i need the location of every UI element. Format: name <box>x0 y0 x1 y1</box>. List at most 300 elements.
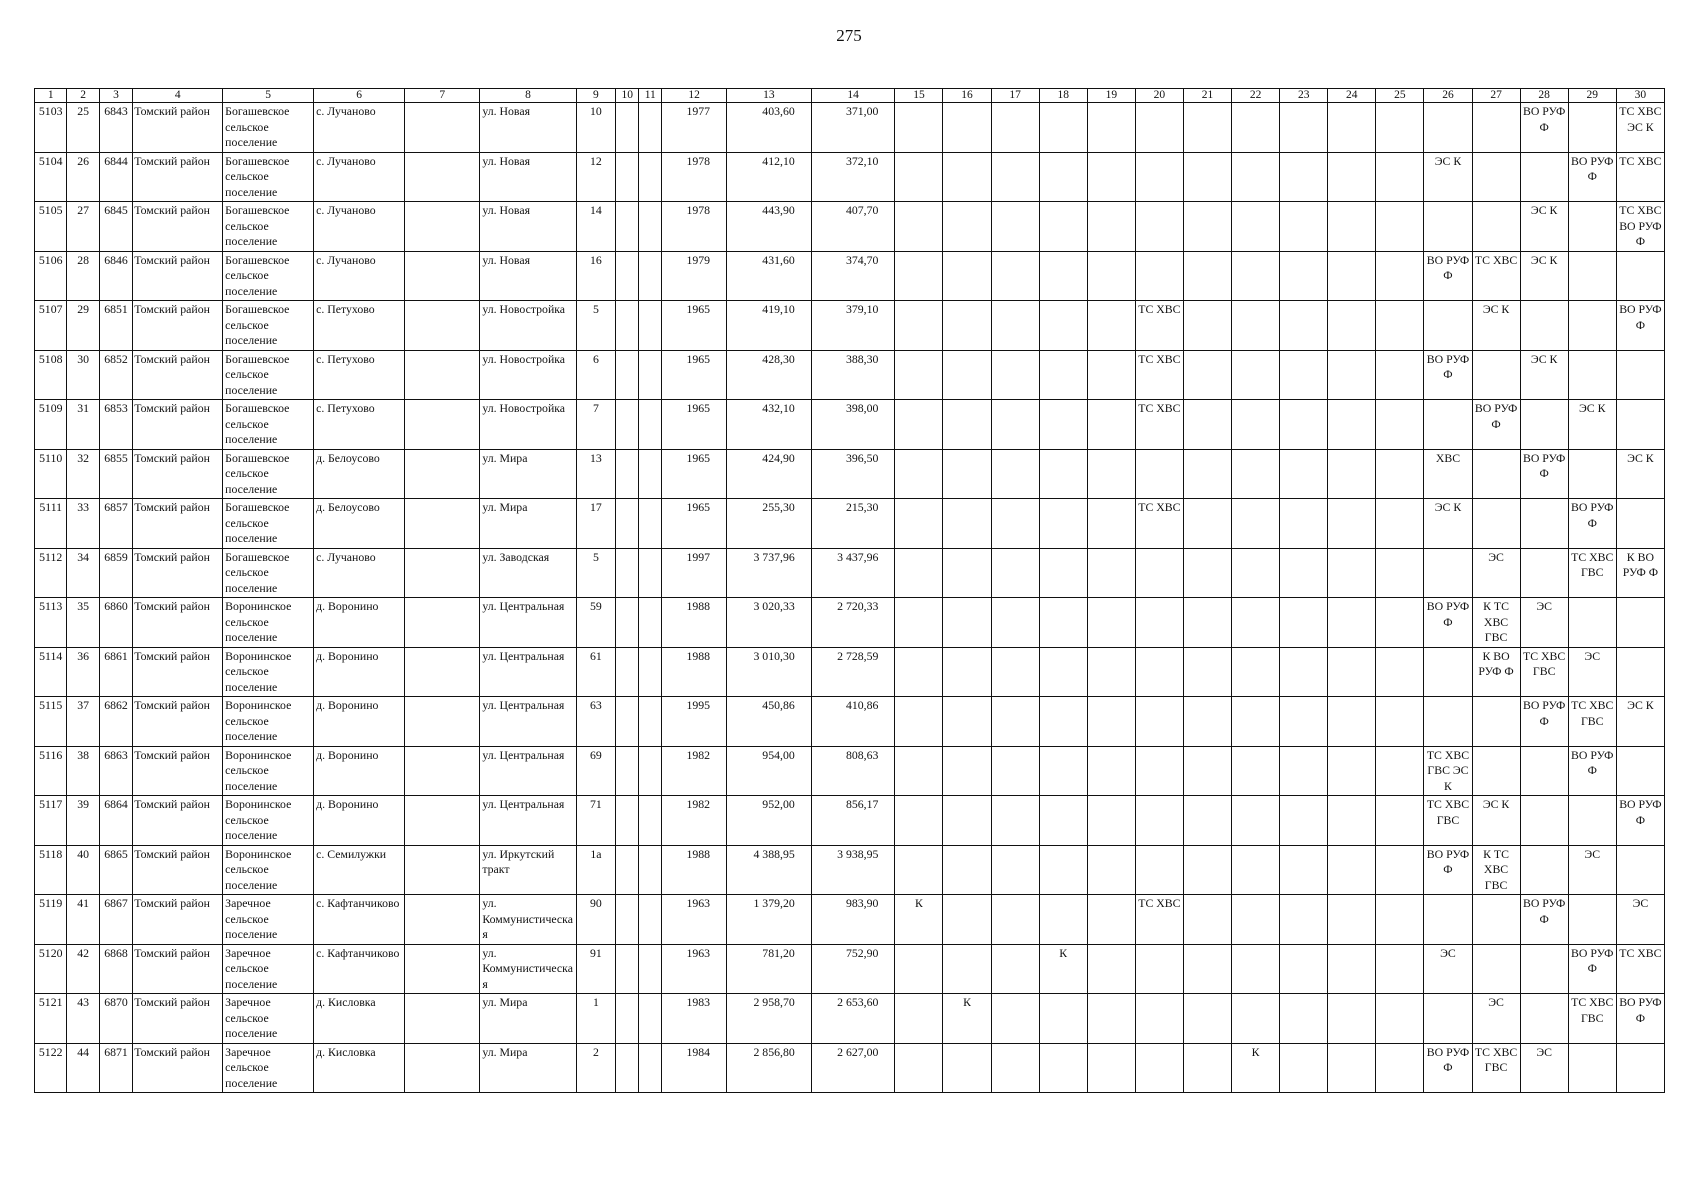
table-cell-col-3: 6861 <box>99 647 132 697</box>
table-cell-col-6: с. Лучаново <box>314 548 405 598</box>
table-cell-col-27 <box>1472 202 1520 252</box>
table-cell-col-3: 6862 <box>99 697 132 747</box>
table-cell-col-11 <box>639 944 662 994</box>
table-cell-col-28 <box>1520 994 1568 1044</box>
table-cell-col-24 <box>1328 251 1376 301</box>
table-cell-col-28 <box>1520 944 1568 994</box>
table-cell-col-19 <box>1087 944 1135 994</box>
table-cell-col-2: 36 <box>67 647 99 697</box>
table-cell-col-9: 1 <box>576 994 616 1044</box>
table-cell-col-18 <box>1039 499 1087 549</box>
table-cell-col-21 <box>1183 202 1231 252</box>
table-cell-col-12: 1983 <box>662 994 727 1044</box>
table-cell-col-26: ВО РУФ Ф <box>1424 350 1472 400</box>
table-cell-col-12: 1965 <box>662 301 727 351</box>
table-cell-col-16 <box>943 152 991 202</box>
table-cell-col-6: д. Белоусово <box>314 499 405 549</box>
table-row <box>35 202 1665 252</box>
table-row <box>35 301 1665 351</box>
table-cell-col-21 <box>1183 796 1231 846</box>
table-cell-col-23 <box>1280 152 1328 202</box>
table-cell-col-12: 1963 <box>662 944 727 994</box>
table-cell-col-8: ул. Новая <box>480 152 576 202</box>
table-cell-col-30: ВО РУФ Ф <box>1616 994 1664 1044</box>
table-cell-col-30: ТС ХВС ВО РУФ Ф <box>1616 202 1664 252</box>
table-cell-col-25 <box>1376 796 1424 846</box>
table-cell-col-22 <box>1232 152 1280 202</box>
table-cell-col-9: 17 <box>576 499 616 549</box>
table-cell-col-8: ул. Заводская <box>480 548 576 598</box>
table-cell-col-18 <box>1039 400 1087 450</box>
table-cell-col-29 <box>1568 895 1616 945</box>
table-cell-col-29: ВО РУФ Ф <box>1568 499 1616 549</box>
table-cell-col-2: 43 <box>67 994 99 1044</box>
table-cell-col-4: Томский район <box>133 103 223 153</box>
table-cell-col-11 <box>639 400 662 450</box>
table-cell-col-22 <box>1232 301 1280 351</box>
table-cell-col-11 <box>639 350 662 400</box>
column-number-28: 28 <box>1520 89 1568 103</box>
table-cell-col-8: ул. Мира <box>480 499 576 549</box>
table-cell-col-1: 5116 <box>35 746 67 796</box>
table-cell-col-22 <box>1232 548 1280 598</box>
table-cell-col-26 <box>1424 994 1472 1044</box>
table-cell-col-3: 6852 <box>99 350 132 400</box>
table-cell-col-15 <box>895 251 943 301</box>
table-cell-col-19 <box>1087 400 1135 450</box>
table-cell-col-23 <box>1280 746 1328 796</box>
table-cell-col-28: ВО РУФ Ф <box>1520 697 1568 747</box>
table-cell-col-15 <box>895 944 943 994</box>
table-cell-col-9: 7 <box>576 400 616 450</box>
table-cell-col-28 <box>1520 499 1568 549</box>
table-cell-col-22 <box>1232 746 1280 796</box>
table-cell-col-22 <box>1232 796 1280 846</box>
table-cell-col-9: 5 <box>576 548 616 598</box>
table-cell-col-27: ЭС <box>1472 994 1520 1044</box>
table-cell-col-24 <box>1328 301 1376 351</box>
table-cell-col-18 <box>1039 449 1087 499</box>
column-number-6: 6 <box>314 89 405 103</box>
table-cell-col-18 <box>1039 796 1087 846</box>
table-cell-col-29: ТС ХВС ГВС <box>1568 994 1616 1044</box>
table-cell-col-10 <box>616 350 639 400</box>
table-cell-col-2: 28 <box>67 251 99 301</box>
table-cell-col-26 <box>1424 647 1472 697</box>
table-cell-col-4: Томский район <box>133 152 223 202</box>
table-row <box>35 449 1665 499</box>
table-cell-col-13: 431,60 <box>727 251 812 301</box>
table-cell-col-2: 44 <box>67 1043 99 1093</box>
table-cell-col-12: 1978 <box>662 202 727 252</box>
table-cell-col-29 <box>1568 1043 1616 1093</box>
table-cell-col-29: ВО РУФ Ф <box>1568 944 1616 994</box>
table-cell-col-14: 2 627,00 <box>811 1043 895 1093</box>
table-cell-col-7 <box>405 548 480 598</box>
table-cell-col-30: К ВО РУФ Ф <box>1616 548 1664 598</box>
table-cell-col-11 <box>639 647 662 697</box>
table-cell-col-10 <box>616 499 639 549</box>
table-cell-col-28: ТС ХВС ГВС <box>1520 647 1568 697</box>
table-cell-col-22 <box>1232 598 1280 648</box>
table-cell-col-23 <box>1280 251 1328 301</box>
table-cell-col-2: 27 <box>67 202 99 252</box>
table-cell-col-29 <box>1568 301 1616 351</box>
table-cell-col-5: Богашевское сельское поселение <box>223 251 314 301</box>
table-cell-col-13: 1 379,20 <box>727 895 812 945</box>
table-cell-col-5: Богашевское сельское поселение <box>223 400 314 450</box>
table-cell-col-27 <box>1472 895 1520 945</box>
table-cell-col-24 <box>1328 152 1376 202</box>
table-row <box>35 845 1665 895</box>
table-cell-col-22 <box>1232 449 1280 499</box>
column-number-7: 7 <box>405 89 480 103</box>
table-cell-col-17 <box>991 598 1039 648</box>
table-cell-col-8: ул. Новая <box>480 202 576 252</box>
table-cell-col-2: 26 <box>67 152 99 202</box>
table-cell-col-18 <box>1039 301 1087 351</box>
table-cell-col-5: Воронинское сельское поселение <box>223 598 314 648</box>
table-cell-col-6: с. Петухово <box>314 350 405 400</box>
table-cell-col-29 <box>1568 350 1616 400</box>
table-cell-col-23 <box>1280 400 1328 450</box>
table-cell-col-9: 71 <box>576 796 616 846</box>
table-cell-col-24 <box>1328 647 1376 697</box>
table-cell-col-24 <box>1328 449 1376 499</box>
table-cell-col-22 <box>1232 647 1280 697</box>
table-cell-col-1: 5107 <box>35 301 67 351</box>
table-cell-col-30: ТС ХВС <box>1616 152 1664 202</box>
table-cell-col-6: д. Кисловка <box>314 994 405 1044</box>
table-cell-col-7 <box>405 499 480 549</box>
table-cell-col-17 <box>991 152 1039 202</box>
table-cell-col-24 <box>1328 598 1376 648</box>
table-cell-col-20 <box>1135 152 1183 202</box>
table-cell-col-18 <box>1039 647 1087 697</box>
table-cell-col-19 <box>1087 746 1135 796</box>
column-number-5: 5 <box>223 89 314 103</box>
table-cell-col-7 <box>405 697 480 747</box>
table-cell-col-27: ЭС <box>1472 548 1520 598</box>
table-cell-col-10 <box>616 845 639 895</box>
table-cell-col-5: Воронинское сельское поселение <box>223 647 314 697</box>
table-cell-col-11 <box>639 449 662 499</box>
table-cell-col-5: Заречное сельское поселение <box>223 944 314 994</box>
table-cell-col-30 <box>1616 499 1664 549</box>
table-row <box>35 994 1665 1044</box>
table-cell-col-17 <box>991 697 1039 747</box>
table-cell-col-30 <box>1616 1043 1664 1093</box>
table-cell-col-25 <box>1376 845 1424 895</box>
table-cell-col-28: ЭС К <box>1520 251 1568 301</box>
table-cell-col-3: 6871 <box>99 1043 132 1093</box>
column-number-4: 4 <box>133 89 223 103</box>
table-cell-col-10 <box>616 598 639 648</box>
table-cell-col-25 <box>1376 103 1424 153</box>
table-cell-col-25 <box>1376 944 1424 994</box>
table-cell-col-5: Воронинское сельское поселение <box>223 796 314 846</box>
table-cell-col-1: 5117 <box>35 796 67 846</box>
table-cell-col-18 <box>1039 994 1087 1044</box>
table-cell-col-16 <box>943 647 991 697</box>
table-cell-col-15: К <box>895 895 943 945</box>
table-cell-col-3: 6844 <box>99 152 132 202</box>
table-cell-col-17 <box>991 845 1039 895</box>
table-cell-col-23 <box>1280 548 1328 598</box>
column-number-16: 16 <box>943 89 991 103</box>
table-cell-col-9: 90 <box>576 895 616 945</box>
table-cell-col-12: 1963 <box>662 895 727 945</box>
table-cell-col-14: 388,30 <box>811 350 895 400</box>
table-cell-col-13: 450,86 <box>727 697 812 747</box>
table-cell-col-1: 5120 <box>35 944 67 994</box>
table-cell-col-7 <box>405 647 480 697</box>
table-cell-col-29: ВО РУФ Ф <box>1568 152 1616 202</box>
table-cell-col-9: 1а <box>576 845 616 895</box>
table-cell-col-24 <box>1328 895 1376 945</box>
table-cell-col-18 <box>1039 598 1087 648</box>
table-cell-col-28: ЭС <box>1520 1043 1568 1093</box>
table-cell-col-5: Богашевское сельское поселение <box>223 449 314 499</box>
table-cell-col-14: 3 437,96 <box>811 548 895 598</box>
table-cell-col-3: 6859 <box>99 548 132 598</box>
table-cell-col-20: ТС ХВС <box>1135 895 1183 945</box>
table-row <box>35 895 1665 945</box>
table-cell-col-22 <box>1232 350 1280 400</box>
table-cell-col-13: 952,00 <box>727 796 812 846</box>
table-cell-col-26 <box>1424 301 1472 351</box>
table-cell-col-3: 6851 <box>99 301 132 351</box>
table-cell-col-4: Томский район <box>133 202 223 252</box>
table-cell-col-16 <box>943 697 991 747</box>
table-cell-col-25 <box>1376 301 1424 351</box>
table-row <box>35 400 1665 450</box>
table-cell-col-7 <box>405 152 480 202</box>
table-cell-col-30: ТС ХВС <box>1616 944 1664 994</box>
table-cell-col-23 <box>1280 301 1328 351</box>
table-cell-col-24 <box>1328 697 1376 747</box>
table-cell-col-14: 374,70 <box>811 251 895 301</box>
table-cell-col-24 <box>1328 994 1376 1044</box>
table-cell-col-27: ЭС К <box>1472 301 1520 351</box>
table-cell-col-23 <box>1280 796 1328 846</box>
table-cell-col-17 <box>991 449 1039 499</box>
table-cell-col-6: д. Воронино <box>314 697 405 747</box>
table-cell-col-4: Томский район <box>133 301 223 351</box>
table-cell-col-19 <box>1087 845 1135 895</box>
table-cell-col-20: ТС ХВС <box>1135 400 1183 450</box>
table-cell-col-6: с. Семилужки <box>314 845 405 895</box>
table-cell-col-13: 432,10 <box>727 400 812 450</box>
table-cell-col-16 <box>943 301 991 351</box>
table-cell-col-9: 16 <box>576 251 616 301</box>
table-cell-col-10 <box>616 301 639 351</box>
table-cell-col-6: с. Лучаново <box>314 152 405 202</box>
table-cell-col-16 <box>943 598 991 648</box>
table-cell-col-11 <box>639 895 662 945</box>
table-cell-col-3: 6857 <box>99 499 132 549</box>
table-cell-col-30 <box>1616 400 1664 450</box>
table-cell-col-21 <box>1183 301 1231 351</box>
table-cell-col-7 <box>405 301 480 351</box>
table-cell-col-14: 371,00 <box>811 103 895 153</box>
table-cell-col-12: 1982 <box>662 746 727 796</box>
table-cell-col-17 <box>991 1043 1039 1093</box>
table-cell-col-16 <box>943 202 991 252</box>
table-cell-col-23 <box>1280 499 1328 549</box>
table-cell-col-1: 5104 <box>35 152 67 202</box>
table-cell-col-15 <box>895 400 943 450</box>
table-cell-col-8: ул. Новая <box>480 103 576 153</box>
column-number-14: 14 <box>811 89 895 103</box>
table-cell-col-4: Томский район <box>133 697 223 747</box>
column-number-27: 27 <box>1472 89 1520 103</box>
table-cell-col-1: 5111 <box>35 499 67 549</box>
table-row <box>35 697 1665 747</box>
table-cell-col-7 <box>405 1043 480 1093</box>
table-cell-col-22 <box>1232 845 1280 895</box>
header-row <box>35 89 1665 103</box>
table-cell-col-28 <box>1520 796 1568 846</box>
table-cell-col-23 <box>1280 103 1328 153</box>
table-cell-col-22 <box>1232 697 1280 747</box>
table-cell-col-2: 34 <box>67 548 99 598</box>
table-cell-col-20 <box>1135 796 1183 846</box>
table-cell-col-20 <box>1135 103 1183 153</box>
table-cell-col-10 <box>616 647 639 697</box>
table-cell-col-20 <box>1135 202 1183 252</box>
table-cell-col-10 <box>616 251 639 301</box>
table-cell-col-22 <box>1232 499 1280 549</box>
table-cell-col-1: 5106 <box>35 251 67 301</box>
table-cell-col-25 <box>1376 202 1424 252</box>
table-cell-col-3: 6863 <box>99 746 132 796</box>
table-cell-col-14: 3 938,95 <box>811 845 895 895</box>
table-cell-col-10 <box>616 202 639 252</box>
table-cell-col-2: 33 <box>67 499 99 549</box>
table-cell-col-20 <box>1135 449 1183 499</box>
table-cell-col-14: 2 653,60 <box>811 994 895 1044</box>
table-cell-col-17 <box>991 994 1039 1044</box>
table-cell-col-5: Заречное сельское поселение <box>223 895 314 945</box>
table-cell-col-25 <box>1376 499 1424 549</box>
table-cell-col-13: 3 010,30 <box>727 647 812 697</box>
table-cell-col-30 <box>1616 845 1664 895</box>
table-cell-col-11 <box>639 598 662 648</box>
table-cell-col-8: ул. Центральная <box>480 796 576 846</box>
table-cell-col-16 <box>943 400 991 450</box>
table-cell-col-11 <box>639 796 662 846</box>
table-cell-col-5: Воронинское сельское поселение <box>223 845 314 895</box>
table-cell-col-1: 5108 <box>35 350 67 400</box>
table-row <box>35 499 1665 549</box>
table-cell-col-20 <box>1135 697 1183 747</box>
table-cell-col-2: 25 <box>67 103 99 153</box>
table-cell-col-12: 1965 <box>662 350 727 400</box>
table-cell-col-6: д. Кисловка <box>314 1043 405 1093</box>
column-number-3: 3 <box>99 89 132 103</box>
table-cell-col-7 <box>405 994 480 1044</box>
table-cell-col-9: 91 <box>576 944 616 994</box>
table-cell-col-13: 443,90 <box>727 202 812 252</box>
column-number-20: 20 <box>1135 89 1183 103</box>
table-cell-col-15 <box>895 994 943 1044</box>
table-cell-col-7 <box>405 796 480 846</box>
table-cell-col-13: 3 020,33 <box>727 598 812 648</box>
table-cell-col-10 <box>616 400 639 450</box>
table-cell-col-2: 38 <box>67 746 99 796</box>
table-cell-col-26: ЭС К <box>1424 152 1472 202</box>
table-cell-col-30: ВО РУФ Ф <box>1616 301 1664 351</box>
column-number-18: 18 <box>1039 89 1087 103</box>
table-cell-col-23 <box>1280 647 1328 697</box>
table-cell-col-19 <box>1087 697 1135 747</box>
table-cell-col-12: 1988 <box>662 598 727 648</box>
table-cell-col-4: Томский район <box>133 598 223 648</box>
table-cell-col-8: ул. Центральная <box>480 746 576 796</box>
table-cell-col-16 <box>943 746 991 796</box>
table-cell-col-30: ТС ХВС ЭС К <box>1616 103 1664 153</box>
table-cell-col-11 <box>639 152 662 202</box>
column-number-9: 9 <box>576 89 616 103</box>
table-cell-col-24 <box>1328 103 1376 153</box>
table-cell-col-26 <box>1424 697 1472 747</box>
table-cell-col-16 <box>943 499 991 549</box>
table-cell-col-8: ул. Мира <box>480 449 576 499</box>
table-cell-col-10 <box>616 548 639 598</box>
table-cell-col-19 <box>1087 350 1135 400</box>
table-cell-col-15 <box>895 697 943 747</box>
table-cell-col-10 <box>616 103 639 153</box>
table-cell-col-18 <box>1039 895 1087 945</box>
table-cell-col-20 <box>1135 598 1183 648</box>
table-cell-col-9: 13 <box>576 449 616 499</box>
table-cell-col-7 <box>405 944 480 994</box>
table-cell-col-14: 856,17 <box>811 796 895 846</box>
table-cell-col-13: 4 388,95 <box>727 845 812 895</box>
table-cell-col-6: с. Лучаново <box>314 251 405 301</box>
table-cell-col-10 <box>616 746 639 796</box>
column-number-29: 29 <box>1568 89 1616 103</box>
table-cell-col-5: Богашевское сельское поселение <box>223 548 314 598</box>
column-number-23: 23 <box>1280 89 1328 103</box>
table-cell-col-7 <box>405 895 480 945</box>
table-cell-col-27: К ТС ХВС ГВС <box>1472 598 1520 648</box>
table-cell-col-22 <box>1232 202 1280 252</box>
table-cell-col-19 <box>1087 152 1135 202</box>
table-cell-col-2: 29 <box>67 301 99 351</box>
table-cell-col-29 <box>1568 103 1616 153</box>
table-cell-col-19 <box>1087 202 1135 252</box>
table-cell-col-24 <box>1328 746 1376 796</box>
table-cell-col-29: ЭС К <box>1568 400 1616 450</box>
table-cell-col-19 <box>1087 499 1135 549</box>
table-cell-col-3: 6870 <box>99 994 132 1044</box>
table-row <box>35 598 1665 648</box>
table-cell-col-27 <box>1472 152 1520 202</box>
table-cell-col-28 <box>1520 845 1568 895</box>
table-cell-col-21 <box>1183 350 1231 400</box>
table-cell-col-27: ЭС К <box>1472 796 1520 846</box>
table-cell-col-9: 14 <box>576 202 616 252</box>
table-cell-col-18 <box>1039 251 1087 301</box>
table-cell-col-15 <box>895 746 943 796</box>
table-cell-col-13: 2 856,80 <box>727 1043 812 1093</box>
table-cell-col-15 <box>895 598 943 648</box>
table-cell-col-11 <box>639 103 662 153</box>
table-cell-col-1: 5105 <box>35 202 67 252</box>
table-cell-col-6: с. Кафтанчиково <box>314 895 405 945</box>
